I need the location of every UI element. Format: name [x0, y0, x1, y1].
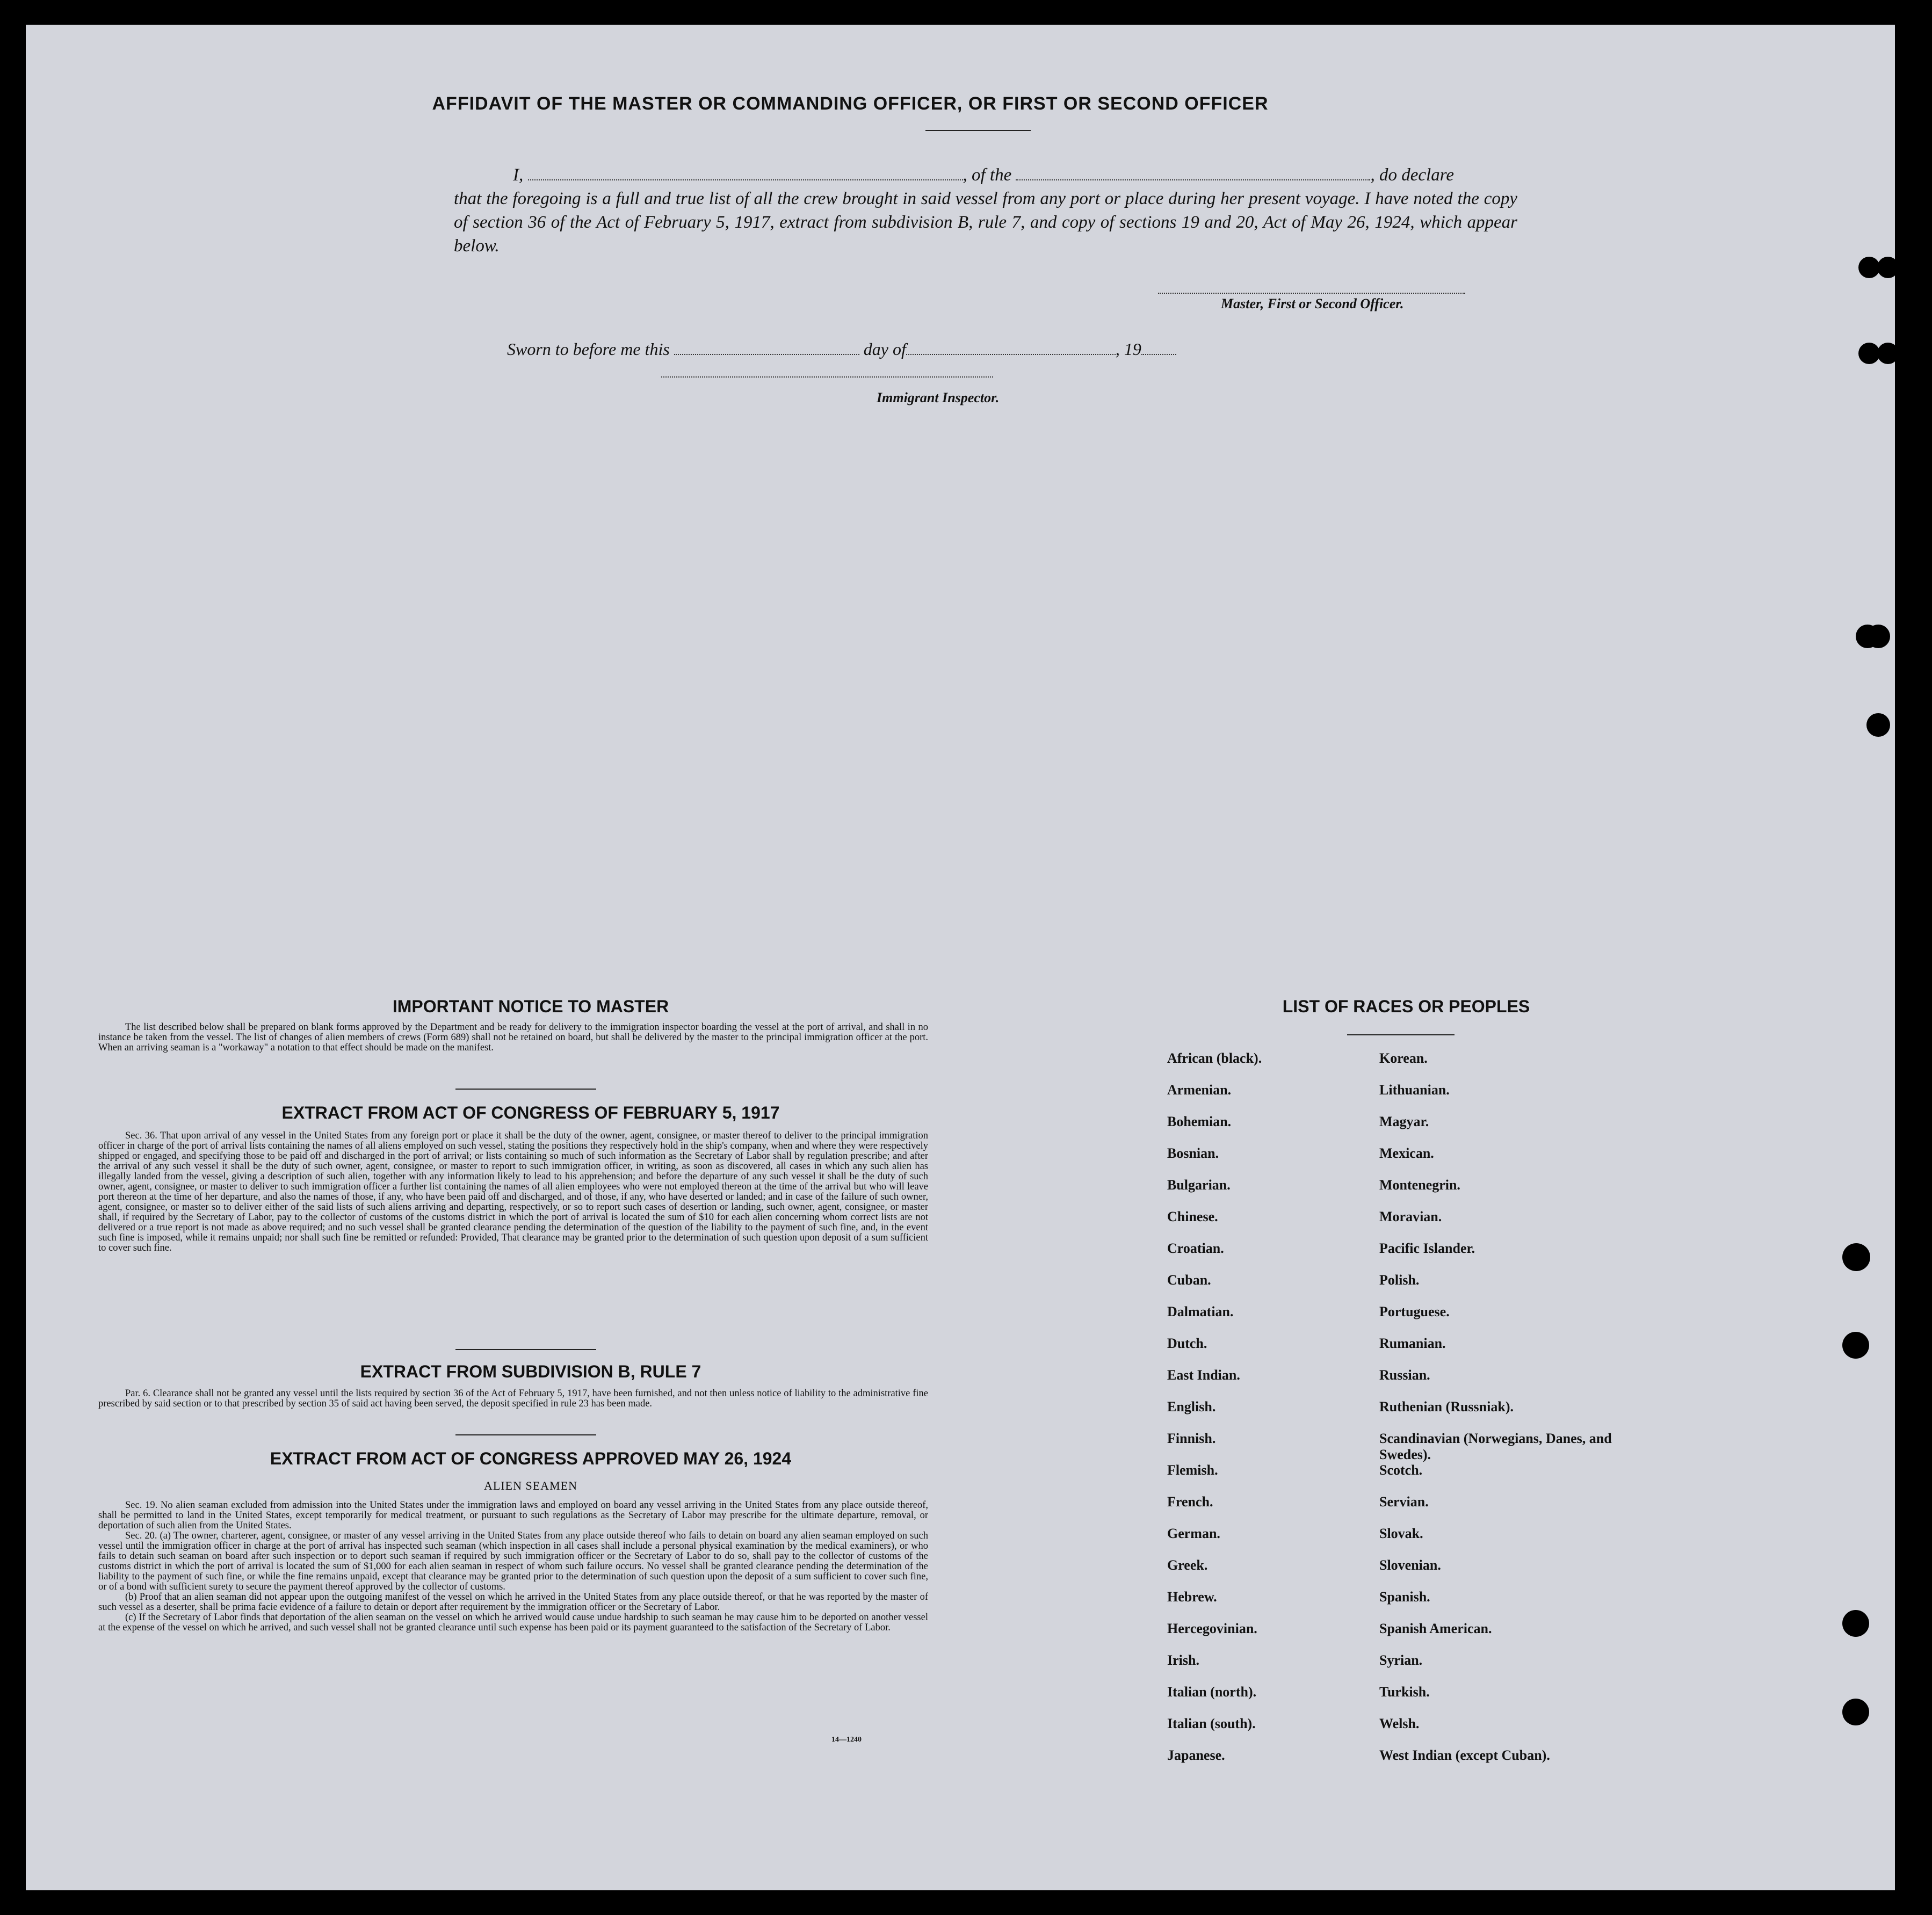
title-rule [925, 130, 1031, 131]
races-column-2 [1379, 1050, 1637, 1779]
race-item: West Indian (except Cuban). [1379, 1747, 1550, 1763]
races-rule [1347, 1034, 1455, 1035]
race-item: Scandinavian (Norwegians, Danes, and Swedes). [1379, 1431, 1612, 1462]
extract-1917-rule [455, 1349, 596, 1350]
form-number: 14—1240 [831, 1736, 862, 1744]
race-item: Italian (south). [1167, 1716, 1256, 1731]
race-item: Welsh. [1379, 1716, 1420, 1731]
alien-seamen-subheading: ALIEN SEAMEN [484, 1479, 577, 1492]
race-item: Slovak. [1379, 1526, 1423, 1541]
sec-20c-text: (c) If the Secretary of Labor finds that deportation of the alien seaman on the vessel on which he arrived would cause undue hardship to such seaman he may cause him to be deported on another vessel at the expense of the vessel on which he arrived, and such vessel shall not be granted clearance until such expense has been paid or its payment guaranteed to the satisfaction of the Secretary of Labor. [98, 1612, 928, 1633]
race-item: Montenegrin. [1379, 1177, 1460, 1193]
race-item: French. [1167, 1494, 1213, 1510]
master-signature-line[interactable] [1158, 292, 1465, 294]
race-item: African (black). [1167, 1050, 1262, 1066]
sec-19-text: Sec. 19. No alien seaman excluded from admission into the United States under the immigration laws and employed on board any vessel arriving in the United States from any place outside thereof, shall be permitted to land in the United States, except temporarily for medical treatment, or pursuant to such regulations as the Secretary of Labor may prescribe for the ultimate departure, removal, or deportation of such alien from the United States. [98, 1500, 928, 1531]
rule7-heading: EXTRACT FROM SUBDIVISION B, RULE 7 [360, 1362, 701, 1381]
punch-hole [1877, 343, 1899, 364]
race-item: Lithuanian. [1379, 1082, 1450, 1098]
race-item: Italian (north). [1167, 1684, 1257, 1700]
sec-20a-text: Sec. 20. (a) The owner, charterer, agent, consignee, or master of any vessel arriving in the United States from any place outside thereof who fails to detain on board any alien seaman employed on such vessel until the immigration officer in charge at the port of arrival has inspected such seaman (which inspection in all cases shall include a personal physical examination by the medical examiners), or who fails to detain such seaman on board after such inspection or to deport such seaman if required by such immigration officer or the Secretary of Labor to do so, shall pay to the collector of customs of the customs district in which the port of arrival is located the sum of $1,000 for each alien seaman in respect of whom such failure occurs. No vessel shall be granted clearance pending the determination of the liability to the payment of such fine, or while the fine remains unpaid, except that clearance may be granted prior to the determination of such question upon the deposit of a sum sufficient to cover such fine, or of a bond with sufficient surety to secure the payment thereof approved by the collector of customs. [98, 1530, 928, 1592]
punch-hole [1858, 343, 1880, 364]
race-item: Syrian. [1379, 1652, 1423, 1668]
rule7-rule [455, 1434, 596, 1435]
races-list-2 [1379, 1050, 1637, 1779]
race-item: Rumanian. [1379, 1336, 1446, 1351]
race-item: Servian. [1379, 1494, 1429, 1510]
race-item: Bohemian. [1167, 1114, 1232, 1129]
sworn-label: Sworn to before me this [507, 339, 670, 359]
race-item: Cuban. [1167, 1272, 1211, 1288]
races-list-1 [1167, 1050, 1371, 1779]
races-column-1 [1167, 1050, 1371, 1779]
race-item: Hercegovinian. [1167, 1621, 1257, 1636]
sworn-month-blank[interactable] [906, 341, 1116, 355]
affidavit-title: AFFIDAVIT OF THE MASTER OR COMMANDING OFFICER, OR FIRST OR SECOND OFFICER [432, 93, 1269, 114]
race-item: Magyar. [1379, 1114, 1429, 1129]
inspector-signature-line[interactable] [661, 376, 993, 378]
extract-1924-body [98, 1500, 928, 1633]
race-item: Chinese. [1167, 1209, 1218, 1224]
race-item: English. [1167, 1399, 1216, 1415]
race-item: Finnish. [1167, 1431, 1216, 1446]
sworn-day-blank[interactable] [674, 341, 859, 355]
declaration-body: that the foregoing is a full and true list of all the crew brought in said vessel from any port or place during her present voyage. I have noted the copy of section 36 of the Act of February 5, 1917, extract from subdivision B, rule 7, and copy of sections 19 and 20, Act of May 26, 1924, which appear below. [454, 189, 1517, 256]
notice-text: The list described below shall be prepared on blank forms approved by the Department and be ready for delivery to the immigration inspector boarding the vessel at the port of arrival, and shall in no instance be taken from the vessel. The list of changes of alien members of crews (Form 689) shall not be retained on board, but shall be delivered by the master to the principal immigration officer at the port. When an arriving seaman is a "workaway" a notation to that effect should be made on the manifest. [98, 1022, 928, 1053]
punch-hole [1842, 1332, 1869, 1359]
race-item: Irish. [1167, 1652, 1199, 1668]
do-declare-label: , do declare [1370, 165, 1454, 185]
affidavit-declaration [454, 163, 1517, 258]
punch-hole [1842, 1243, 1870, 1271]
race-item: East Indian. [1167, 1367, 1240, 1383]
punch-hole [1842, 1699, 1869, 1725]
punch-hole [1842, 1610, 1869, 1637]
inspector-label: Immigrant Inspector. [877, 390, 1000, 405]
punch-hole [1866, 625, 1890, 648]
notice-rule [455, 1089, 596, 1090]
race-item: Dalmatian. [1167, 1304, 1234, 1319]
rule7-text: Par. 6. Clearance shall not be granted any vessel until the lists required by section 36 of the Act of February 5, 1917, have been furnished, and not then unless notice of liability to the administrative fine prescribed by said section or to that prescribed by section 35 of said act having been served, the deposit specified in rule 23 has been made. [98, 1388, 928, 1409]
race-item: Ruthenian (Russniak). [1379, 1399, 1514, 1415]
race-item: Flemish. [1167, 1462, 1218, 1478]
vessel-blank[interactable] [1016, 166, 1370, 180]
race-item: Hebrew. [1167, 1589, 1217, 1605]
extract-1917-text: Sec. 36. That upon arrival of any vessel in the United States from any foreign port or place it shall be the duty of the owner, agent, consignee, or master thereof to deliver to the principal immigration officer in charge of the port of arrival lists containing the names of all aliens employed on such vessel, stating the positions they respectively hold in the ship's company, when and where they were respectively shipped or engaged, and specifying those to be paid off and discharged in the port of arrival; or lists containing so much of such information as the Secretary of Labor shall by regulation prescribe; and after the arrival of any such vessel it shall be the duty of such owner, agent, consignee, or master to report to such immigration officer, in writing, as soon as discovered, all cases in which any such alien has illegally landed from the vessel, giving a description of such alien, together with any information likely to lead to his apprehension; and before the departure of any such vessel it shall be the duty of such owner, agent, consignee, or master to deliver to such immigration officer a further list containing the names of all alien employees who were not employed thereon at the time of the arrival but who will leave port thereon at the time of her departure, and also the names of those, if any, who have been paid off and discharged, and of those, if any, who have deserted or landed; and in case of the failure of such owner, agent, consignee, or master so to deliver either of the said lists of such aliens arriving and departing, respectively, or so to report such cases of desertion or landing, such owner, agent, consignee, or master shall, if required by the Secretary of Labor, pay to the collector of customs of the customs district in which the port of arrival is located the sum of $10 for each alien concerning whom correct lists are not delivered or a true report is not made as above required; and no such vessel shall be granted clearance pending the determination of the question of the liability to the payment of such fine, and, in the event such fine is imposed, while it remains unpaid; nor shall such fine be remitted or refunded: Provided, That clearance may be granted prior to the determination of such question upon deposit of a sum sufficient to cover such fine. [98, 1130, 928, 1253]
races-heading: LIST OF RACES OR PEOPLES [1282, 997, 1530, 1016]
day-of-label: day of [863, 339, 906, 359]
race-item: German. [1167, 1526, 1220, 1541]
race-item: Mexican. [1379, 1145, 1434, 1161]
punch-hole [1866, 713, 1890, 737]
race-item: Scotch. [1379, 1462, 1423, 1478]
race-item: Korean. [1379, 1050, 1428, 1066]
extract-1917-heading: EXTRACT FROM ACT OF CONGRESS OF FEBRUARY 5, 1917 [281, 1103, 780, 1122]
sec-20b-text: (b) Proof that an alien seaman did not appear upon the outgoing manifest of the vessel on which he arrived in the United States from any place outside thereof, or that he was reported by the master of such vessel as a deserter, shall be prima facie evidence of a failure to detain or deport after requirement by the immigration officer or the Secretary of Labor. [98, 1592, 928, 1613]
race-item: Portuguese. [1379, 1304, 1450, 1319]
name-blank[interactable] [528, 166, 963, 180]
sworn-year-blank[interactable] [1141, 341, 1176, 355]
race-item: Polish. [1379, 1272, 1420, 1288]
race-item: Armenian. [1167, 1082, 1232, 1098]
master-label: Master, First or Second Officer. [1221, 296, 1404, 311]
race-item: Spanish American. [1379, 1621, 1492, 1636]
race-item: Dutch. [1167, 1336, 1207, 1351]
of-the-label: , of the [963, 165, 1012, 185]
race-item: Russian. [1379, 1367, 1430, 1383]
race-item: Croatian. [1167, 1241, 1224, 1256]
punch-hole [1877, 257, 1899, 278]
declaration-first-line [454, 163, 1517, 187]
punch-hole [1858, 257, 1880, 278]
sworn-line [507, 339, 1176, 359]
document-page [26, 25, 1895, 1890]
extract-1924-heading: EXTRACT FROM ACT OF CONGRESS APPROVED MAY 26, 1924 [270, 1449, 792, 1468]
race-item: Greek. [1167, 1557, 1208, 1573]
race-item: Japanese. [1167, 1747, 1225, 1763]
race-item: Pacific Islander. [1379, 1241, 1475, 1256]
race-item: Slovenian. [1379, 1557, 1441, 1573]
race-item: Bosnian. [1167, 1145, 1219, 1161]
race-item: Spanish. [1379, 1589, 1430, 1605]
i-label: I, [513, 165, 524, 185]
race-item: Turkish. [1379, 1684, 1430, 1700]
race-item: Bulgarian. [1167, 1177, 1231, 1193]
year-label: , 19 [1115, 339, 1141, 359]
notice-heading: IMPORTANT NOTICE TO MASTER [392, 997, 669, 1016]
race-item: Moravian. [1379, 1209, 1442, 1224]
